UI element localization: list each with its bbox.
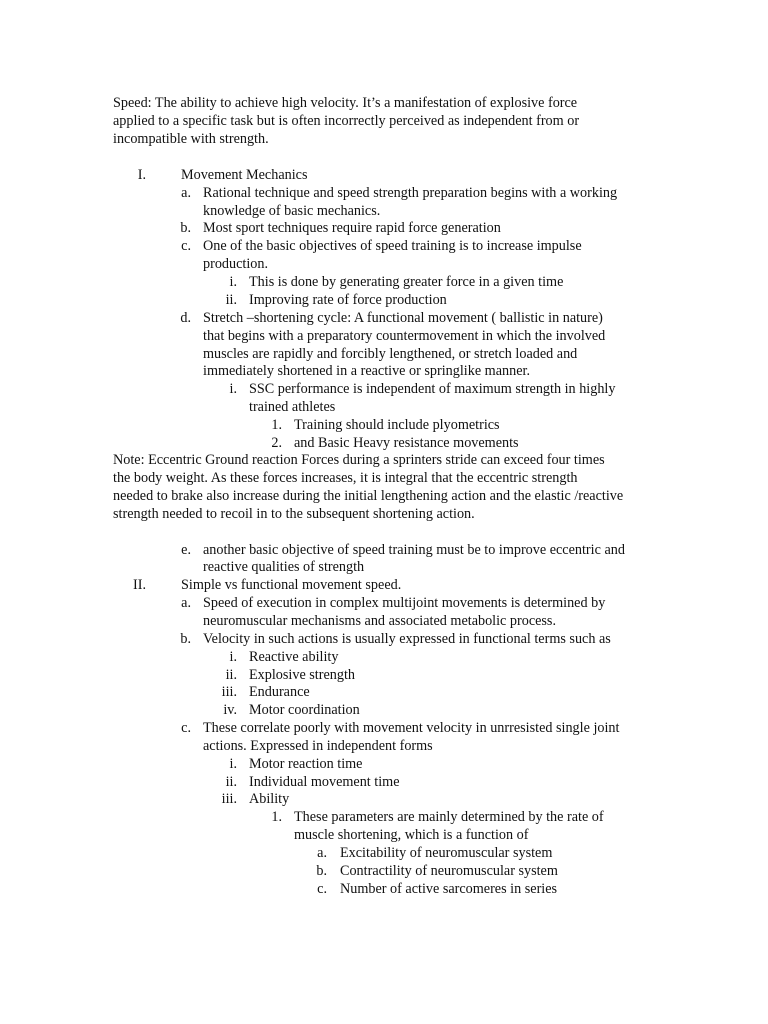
note-line: the body weight. As these forces increases, it is integral that the eccentric strength [113,470,578,486]
list-item-text: muscle shortening, which is a function of [294,827,529,843]
list-item-text: These parameters are mainly determined by the rate of [294,809,604,825]
list-item-text: Speed of execution in complex multijoint movements is determined by [203,595,606,611]
list-item-text: Endurance [249,684,310,700]
list-item-text: and Basic Heavy resistance movements [294,435,519,451]
list-marker: 2. [271,435,282,451]
section-1-heading: Movement Mechanics [181,167,308,183]
list-marker: c. [181,720,191,736]
list-marker: i. [229,756,237,772]
list-item-text: Training should include plyometrics [294,417,500,433]
list-item-text: Contractility of neuromuscular system [340,863,558,879]
list-item-text: immediately shortened in a reactive or springlike manner. [203,363,530,379]
list-item-text: One of the basic objectives of speed training is to increase impulse [203,238,582,254]
list-item-text: neuromuscular mechanisms and associated metabolic process. [203,613,556,629]
list-item-text: Excitability of neuromuscular system [340,845,553,861]
note-line: strength needed to recoil in to the subsequent shortening action. [113,506,475,522]
note-line: needed to brake also increase during the initial lengthening action and the elastic /reactive [113,488,624,504]
list-item-text: reactive qualities of strength [203,559,365,575]
list-marker: b. [316,863,327,879]
list-marker: ii. [225,667,237,683]
list-item-text: that begins with a preparatory countermovement in which the involved [203,328,606,344]
list-marker: c. [181,238,191,254]
list-marker: a. [317,845,327,861]
list-marker: a. [181,185,191,201]
list-item-text: These correlate poorly with movement velocity in unrresisted single joint [203,720,620,736]
list-marker: 1. [271,809,282,825]
list-item-text: This is done by generating greater force in a given time [249,274,564,290]
list-marker: i. [229,649,237,665]
list-item-text: Stretch –shortening cycle: A functional movement ( ballistic in nature) [203,310,603,326]
list-item-text: Rational technique and speed strength preparation begins with a working [203,185,618,201]
list-item-text: trained athletes [249,399,336,415]
list-marker: b. [180,631,191,647]
list-marker: iii. [221,684,237,700]
list-marker: i. [229,274,237,290]
list-item-text: Motor coordination [249,702,360,718]
list-marker: c. [317,881,327,897]
list-marker: a. [181,595,191,611]
list-marker: iv. [223,702,237,718]
section-2-marker: II. [133,577,146,593]
list-item-text: SSC performance is independent of maximum strength in highly [249,381,616,397]
note-line: Note: Eccentric Ground reaction Forces during a sprinters stride can exceed four times [113,452,605,468]
intro-line: applied to a specific task but is often incorrectly perceived as independent from or [113,113,580,129]
list-item-text: Most sport techniques require rapid force generation [203,220,501,236]
list-item-text: Reactive ability [249,649,339,665]
list-item-text: Explosive strength [249,667,355,683]
list-marker: ii. [225,774,237,790]
section-1-marker: I. [137,167,146,183]
intro-line: Speed: The ability to achieve high velocity. It’s a manifestation of explosive force [113,95,578,111]
list-marker: d. [180,310,191,326]
list-item-text: production. [203,256,269,272]
section-2-heading: Simple vs functional movement speed. [181,577,402,593]
list-marker: i. [229,381,237,397]
list-item-text: knowledge of basic mechanics. [203,203,381,219]
list-marker: e. [181,542,191,558]
list-item-text: Velocity in such actions is usually expressed in functional terms such as [203,631,611,647]
list-marker: iii. [221,791,237,807]
list-item-text: actions. Expressed in independent forms [203,738,433,754]
list-item-text: Motor reaction time [249,756,363,772]
list-item-text: Ability [249,791,290,807]
intro-line: incompatible with strength. [113,131,269,147]
list-item-text: another basic objective of speed training must be to improve eccentric and [203,542,625,558]
list-marker: ii. [225,292,237,308]
list-item-text: Number of active sarcomeres in series [340,881,558,897]
list-marker: 1. [271,417,282,433]
list-item-text: muscles are rapidly and forcibly lengthened, or stretch loaded and [203,346,578,362]
list-item-text: Individual movement time [249,774,400,790]
list-marker: b. [180,220,191,236]
list-item-text: Improving rate of force production [249,292,447,308]
